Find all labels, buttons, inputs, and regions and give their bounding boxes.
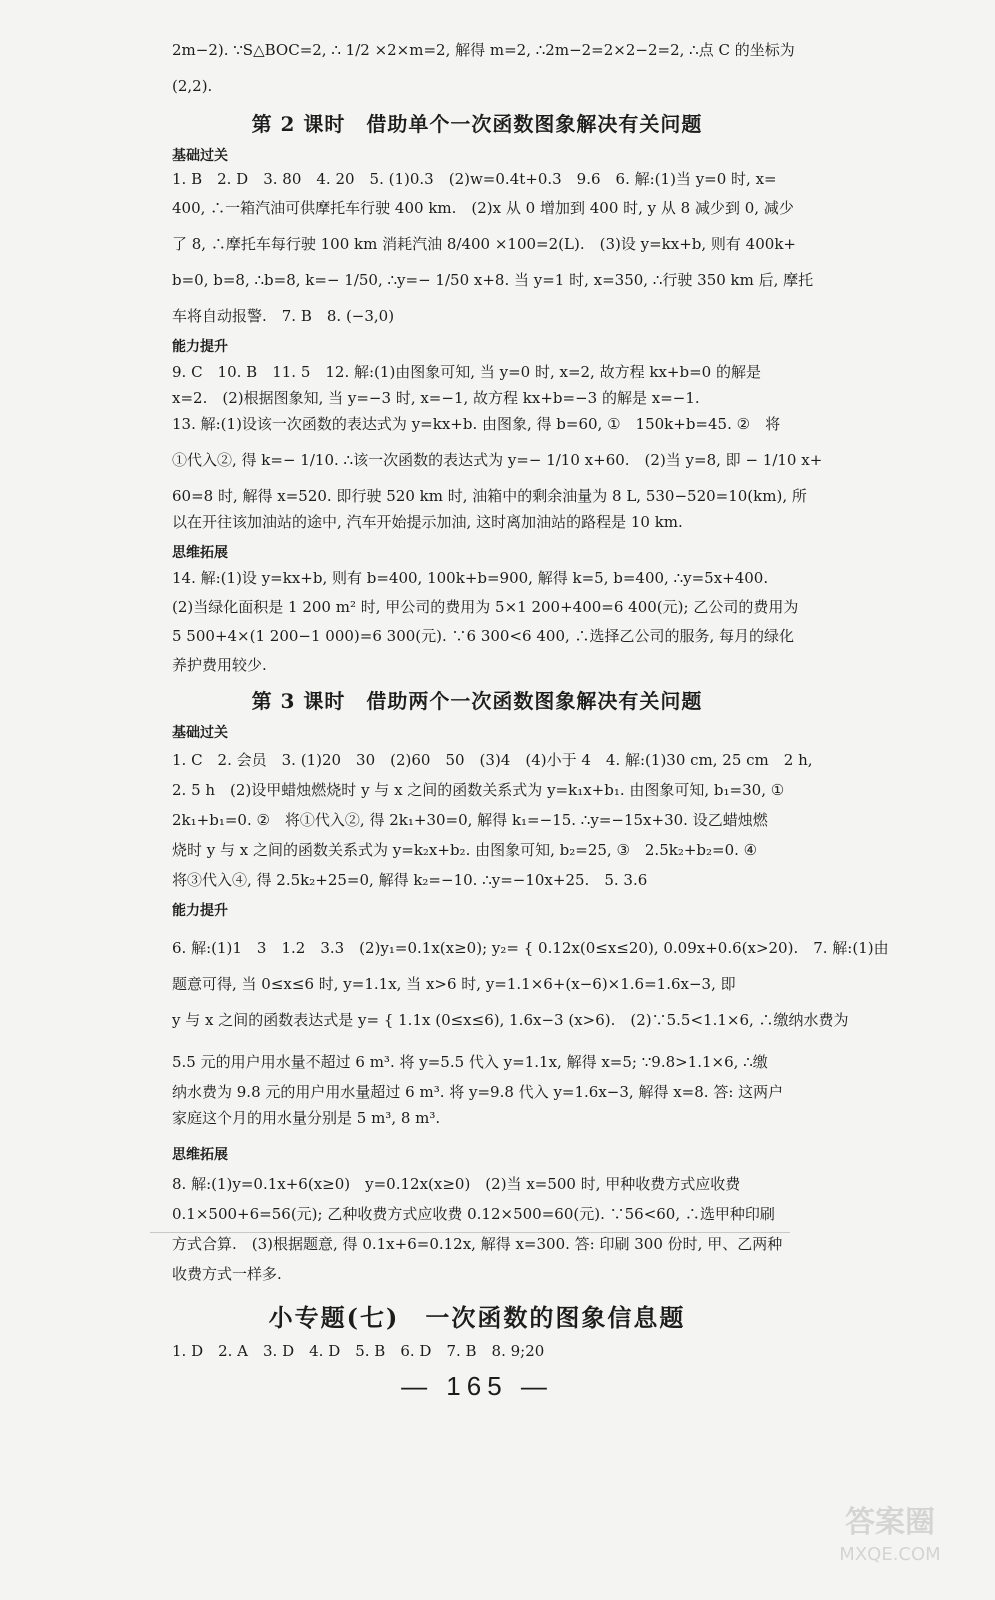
text-line: 养护费用较少. [172,656,267,674]
section-title: 第 2 课时 借助单个一次函数图象解决有关问题 [251,112,703,136]
subheading-ability: 能力提升 [172,903,228,919]
page-number: — 165 — [401,1371,553,1401]
watermark-logo [815,1490,965,1570]
text-line: 1. C 2. 会员 3. (1)20 30 (2)60 50 (3)4 (4)小于 4 4. 解:(1)30 cm, 25 cm 2 h, [172,751,813,769]
subheading-basic: 基础过关 [172,148,228,164]
subheading-thinking: 思维拓展 [172,545,228,561]
basic-answers [172,750,813,890]
ability-answers [172,362,823,532]
text-line: 2m−2). ∵S△BOC=2, ∴ 1/2 ×2×m=2, 解得 m=2, ∴2m−2=2×2−2=2, ∴点 C 的坐标为 [172,41,795,59]
text-line: 方式合算. (3)根据题意, 得 0.1x+6=0.12x, 解得 x=300. 答: 印刷 300 份时, 甲、乙两种 [172,1235,783,1253]
page-content [172,40,889,1402]
section-title: 第 3 课时 借助两个一次函数图象解决有关问题 [251,689,703,713]
text-line: 400, ∴一箱汽油可供摩托车行驶 400 km. (2)x 从 0 增加到 400 时, y 从 8 减少到 0, 减少 [172,199,794,217]
watermark-big-text: 答案圈 [845,1505,935,1540]
text-line: ①代入②, 得 k=− 1/10. ∴该一次函数的表达式为 y=− 1/10 x+60. (2)当 y=8, 即 − 1/10 x+ [172,451,823,469]
text-line: 60=8 时, 解得 x=520. 即行驶 520 km 时, 油箱中的剩余油量为 8 L, 530−520=10(km), 所 [172,487,807,505]
text-line: 以在开往该加油站的途中, 汽车开始提示加油, 这时离加油站的路程是 10 km. [172,513,683,531]
text-line: b=0, b=8, ∴b=8, k=− 1/50, ∴y=− 1/50 x+8. 当 y=1 时, x=350, ∴行驶 350 km 后, 摩托 [172,271,814,289]
top-lines [172,40,795,96]
text-line: 0.1×500+6=56(元); 乙种收费方式应收费 0.12×500=60(元). ∵56<60, ∴选甲种印刷 [172,1205,775,1223]
text-line: 8. 解:(1)y=0.1x+6(x≥0) y=0.12x(x≥0) (2)当 x=500 时, 甲种收费方式应收费 [172,1175,741,1193]
text-line: 烧时 y 与 x 之间的函数关系式为 y=k₂x+b₂. 由图象可知, b₂=25, ③ 2.5k₂+b₂=0. ④ [172,841,758,859]
text-line: 9. C 10. B 11. 5 12. 解:(1)由图象可知, 当 y=0 时, x=2, 故方程 kx+b=0 的解是 [172,363,761,381]
subheading-thinking: 思维拓展 [172,1147,228,1163]
scan-fold-line [150,1232,790,1233]
text-line: 1. B 2. D 3. 80 4. 20 5. (1)0.3 (2)w=0.4t+0.3 9.6 6. 解:(1)当 y=0 时, x= [172,170,777,188]
text-line: 收费方式一样多. [172,1265,282,1283]
subheading-basic: 基础过关 [172,725,228,741]
text-line: y 与 x 之间的函数表达式是 y= { 1.1x (0≤x≤6), 1.6x−3 (x>6). (2)∵5.5<1.1×6, ∴缴纳水费为 [172,1011,849,1029]
watermark-small-text: MXQE.COM [839,1544,941,1565]
text-line: 题意可得, 当 0≤x≤6 时, y=1.1x, 当 x>6 时, y=1.1×6+(x−6)×1.6=1.6x−3, 即 [172,975,736,993]
text-line: 家庭这个月的用水量分别是 5 m³, 8 m³. [172,1109,441,1127]
text-line: (2,2). [172,77,213,95]
special-topic-title: 小专题(七) 一次函数的图象信息题 [268,1303,686,1332]
text-line: 5 500+4×(1 200−1 000)=6 300(元). ∵6 300<6 400, ∴选择乙公司的服务, 每月的绿化 [172,627,795,645]
text-line: 14. 解:(1)设 y=kx+b, 则有 b=400, 100k+b=900, 解得 k=5, b=400, ∴y=5x+400. [172,569,769,587]
text-line: 13. 解:(1)设该一次函数的表达式为 y=kx+b. 由图象, 得 b=60, ① 150k+b=45. ② 将 [172,415,781,433]
text-line: 将③代入④, 得 2.5k₂+25=0, 解得 k₂=−10. ∴y=−10x+25. 5. 3.6 [172,871,648,889]
thinking-answers [172,1174,782,1284]
text-line: 2. 5 h (2)设甲蜡烛燃烧时 y 与 x 之间的函数关系式为 y=k₁x+b₁. 由图象可知, b₁=30, ① [172,781,785,799]
thinking-answers [172,568,799,675]
text-line: 6. 解:(1)1 3 1.2 3.3 (2)y₁=0.1x(x≥0); y₂= { 0.12x(0≤x≤20), 0.09x+0.6(x>20). 7. 解:(1)由 [172,939,889,957]
text-line: (2)当绿化面积是 1 200 m² 时, 甲公司的费用为 5×1 200+400=6 400(元); 乙公司的费用为 [172,598,799,616]
subheading-ability: 能力提升 [172,339,228,355]
ability-answers [172,938,889,1128]
special-topic-answers: 1. D 2. A 3. D 4. D 5. B 6. D 7. B 8. 9;20 [172,1342,545,1360]
text-line: 5.5 元的用户用水量不超过 6 m³. 将 y=5.5 代入 y=1.1x, 解得 x=5; ∵9.8>1.1×6, ∴缴 [172,1053,768,1071]
text-line: 车将自动报警. 7. B 8. (−3,0) [172,307,395,325]
text-line: 纳水费为 9.8 元的用户用水量超过 6 m³. 将 y=9.8 代入 y=1.6x−3, 解得 x=8. 答: 这两户 [172,1083,784,1101]
basic-answers [172,169,814,326]
text-line: 2k₁+b₁=0. ② 将①代入②, 得 2k₁+30=0, 解得 k₁=−15. ∴y=−15x+30. 设乙蜡烛燃 [172,811,768,829]
text-line: x=2. (2)根据图象知, 当 y=−3 时, x=−1, 故方程 kx+b=−3 的解是 x=−1. [172,389,700,407]
text-line: 了 8, ∴摩托车每行驶 100 km 消耗汽油 8/400 ×100=2(L). (3)设 y=kx+b, 则有 400k+ [172,235,796,253]
